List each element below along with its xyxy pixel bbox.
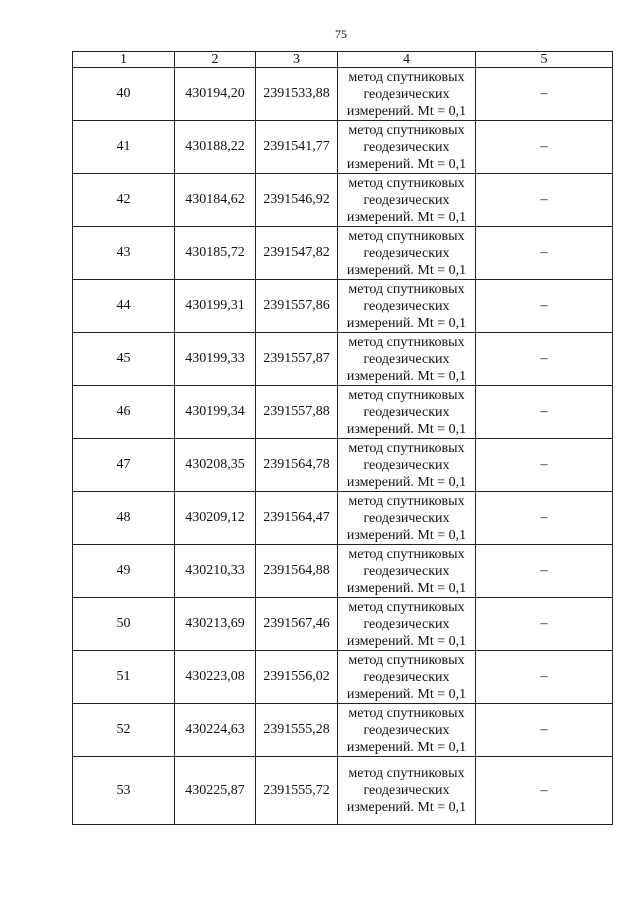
method-line: метод спутниковых bbox=[348, 705, 465, 721]
y-coordinate-cell: 2391555,28 bbox=[256, 704, 338, 757]
point-number-cell: 49 bbox=[73, 545, 175, 598]
point-number-cell: 45 bbox=[73, 333, 175, 386]
x-coordinate-cell: 430199,34 bbox=[175, 386, 256, 439]
x-coordinate-cell: 430209,12 bbox=[175, 492, 256, 545]
column-5-cell: – bbox=[476, 651, 613, 704]
table-row bbox=[73, 227, 613, 280]
method-line: геодезических bbox=[363, 351, 450, 367]
column-5-cell: – bbox=[476, 68, 613, 121]
method-line: измерений. Mt = 0,1 bbox=[346, 800, 467, 815]
y-coordinate-cell: 2391557,86 bbox=[256, 280, 338, 333]
x-coordinate-cell: 430188,22 bbox=[175, 121, 256, 174]
method-line: измерений. Mt = 0,1 bbox=[346, 739, 467, 755]
method-line: геодезических bbox=[363, 457, 450, 473]
method-cell bbox=[338, 333, 476, 386]
method-line: геодезических bbox=[363, 298, 450, 314]
table-row bbox=[73, 68, 613, 121]
x-coordinate-cell: 430225,87 bbox=[175, 757, 256, 825]
method-line: метод спутниковых bbox=[348, 281, 465, 297]
column-header-4: 4 bbox=[338, 52, 476, 68]
x-coordinate-cell: 430223,08 bbox=[175, 651, 256, 704]
x-coordinate-cell: 430185,72 bbox=[175, 227, 256, 280]
table-row bbox=[73, 757, 613, 825]
point-number-cell: 42 bbox=[73, 174, 175, 227]
method-line: измерений. Mt = 0,1 bbox=[346, 686, 467, 702]
y-coordinate-cell: 2391555,72 bbox=[256, 757, 338, 825]
method-cell bbox=[338, 386, 476, 439]
method-line: геодезических bbox=[363, 563, 450, 579]
method-cell bbox=[338, 68, 476, 121]
method-line: геодезических bbox=[363, 245, 450, 261]
method-line: метод спутниковых bbox=[348, 228, 465, 244]
column-5-cell: – bbox=[476, 545, 613, 598]
method-line: геодезических bbox=[363, 510, 450, 526]
method-cell bbox=[338, 280, 476, 333]
method-cell bbox=[338, 227, 476, 280]
method-line: геодезических bbox=[363, 669, 450, 685]
method-line: геодезических bbox=[363, 404, 450, 420]
column-5-cell: – bbox=[476, 492, 613, 545]
column-5-cell: – bbox=[476, 386, 613, 439]
x-coordinate-cell: 430199,33 bbox=[175, 333, 256, 386]
point-number-cell: 46 bbox=[73, 386, 175, 439]
coordinates-table bbox=[72, 51, 613, 825]
table-row bbox=[73, 121, 613, 174]
method-line: измерений. Mt = 0,1 bbox=[346, 368, 467, 384]
method-line: метод спутниковых bbox=[348, 69, 465, 85]
table-row bbox=[73, 333, 613, 386]
table-header-row bbox=[73, 52, 613, 68]
table-row bbox=[73, 598, 613, 651]
y-coordinate-cell: 2391567,46 bbox=[256, 598, 338, 651]
column-5-cell: – bbox=[476, 598, 613, 651]
column-5-cell: – bbox=[476, 439, 613, 492]
x-coordinate-cell: 430194,20 bbox=[175, 68, 256, 121]
column-5-cell: – bbox=[476, 757, 613, 825]
method-line: метод спутниковых bbox=[348, 122, 465, 138]
method-cell bbox=[338, 651, 476, 704]
table-body bbox=[73, 68, 613, 825]
method-cell bbox=[338, 492, 476, 545]
method-line: измерений. Mt = 0,1 bbox=[346, 262, 467, 278]
point-number-cell: 43 bbox=[73, 227, 175, 280]
method-line: измерений. Mt = 0,1 bbox=[346, 209, 467, 225]
method-line: метод спутниковых bbox=[348, 175, 465, 191]
method-line: измерений. Mt = 0,1 bbox=[346, 474, 467, 490]
method-line: измерений. Mt = 0,1 bbox=[346, 315, 467, 331]
x-coordinate-cell: 430208,35 bbox=[175, 439, 256, 492]
column-header-2: 2 bbox=[175, 52, 256, 68]
x-coordinate-cell: 430184,62 bbox=[175, 174, 256, 227]
y-coordinate-cell: 2391564,88 bbox=[256, 545, 338, 598]
method-line: метод спутниковых bbox=[348, 440, 465, 456]
table-row bbox=[73, 174, 613, 227]
method-cell bbox=[338, 439, 476, 492]
point-number-cell: 41 bbox=[73, 121, 175, 174]
method-line: измерений. Mt = 0,1 bbox=[346, 421, 467, 437]
method-cell bbox=[338, 545, 476, 598]
point-number-cell: 48 bbox=[73, 492, 175, 545]
method-cell bbox=[338, 598, 476, 651]
point-number-cell: 52 bbox=[73, 704, 175, 757]
column-5-cell: – bbox=[476, 174, 613, 227]
table-row bbox=[73, 280, 613, 333]
y-coordinate-cell: 2391564,47 bbox=[256, 492, 338, 545]
method-line: геодезических bbox=[363, 192, 450, 208]
method-cell bbox=[338, 704, 476, 757]
point-number-cell: 44 bbox=[73, 280, 175, 333]
point-number-cell: 40 bbox=[73, 68, 175, 121]
method-line: измерений. Mt = 0,1 bbox=[346, 527, 467, 543]
y-coordinate-cell: 2391541,77 bbox=[256, 121, 338, 174]
y-coordinate-cell: 2391557,88 bbox=[256, 386, 338, 439]
method-line: измерений. Mt = 0,1 bbox=[346, 156, 467, 172]
table-row bbox=[73, 492, 613, 545]
method-line: метод спутниковых bbox=[348, 652, 465, 668]
method-line: метод спутниковых bbox=[348, 546, 465, 562]
method-cell bbox=[338, 174, 476, 227]
column-header-3: 3 bbox=[256, 52, 338, 68]
method-line: измерений. Mt = 0,1 bbox=[346, 633, 467, 649]
y-coordinate-cell: 2391564,78 bbox=[256, 439, 338, 492]
x-coordinate-cell: 430199,31 bbox=[175, 280, 256, 333]
method-line: геодезических bbox=[363, 722, 450, 738]
point-number-cell: 50 bbox=[73, 598, 175, 651]
column-5-cell: – bbox=[476, 333, 613, 386]
method-line: геодезических bbox=[363, 139, 450, 155]
x-coordinate-cell: 430210,33 bbox=[175, 545, 256, 598]
point-number-cell: 53 bbox=[73, 757, 175, 825]
column-5-cell: – bbox=[476, 227, 613, 280]
column-5-cell: – bbox=[476, 704, 613, 757]
column-5-cell: – bbox=[476, 280, 613, 333]
y-coordinate-cell: 2391556,02 bbox=[256, 651, 338, 704]
table-row bbox=[73, 386, 613, 439]
column-header-5: 5 bbox=[476, 52, 613, 68]
method-line: метод спутниковых bbox=[348, 599, 465, 615]
method-line: метод спутниковых bbox=[348, 766, 465, 781]
method-line: метод спутниковых bbox=[348, 387, 465, 403]
column-5-cell: – bbox=[476, 121, 613, 174]
method-cell bbox=[338, 757, 476, 825]
x-coordinate-cell: 430213,69 bbox=[175, 598, 256, 651]
column-header-1: 1 bbox=[73, 52, 175, 68]
method-line: геодезических bbox=[363, 616, 450, 632]
method-cell bbox=[338, 121, 476, 174]
table-row bbox=[73, 439, 613, 492]
y-coordinate-cell: 2391533,88 bbox=[256, 68, 338, 121]
method-line: геодезических bbox=[363, 783, 450, 798]
page-number: 75 bbox=[335, 27, 347, 41]
point-number-cell: 51 bbox=[73, 651, 175, 704]
y-coordinate-cell: 2391547,82 bbox=[256, 227, 338, 280]
y-coordinate-cell: 2391546,92 bbox=[256, 174, 338, 227]
method-line: метод спутниковых bbox=[348, 334, 465, 350]
method-line: измерений. Mt = 0,1 bbox=[346, 580, 467, 596]
x-coordinate-cell: 430224,63 bbox=[175, 704, 256, 757]
method-line: геодезических bbox=[363, 86, 450, 102]
table-row bbox=[73, 545, 613, 598]
table-row bbox=[73, 704, 613, 757]
method-line: метод спутниковых bbox=[348, 493, 465, 509]
point-number-cell: 47 bbox=[73, 439, 175, 492]
y-coordinate-cell: 2391557,87 bbox=[256, 333, 338, 386]
method-line: измерений. Mt = 0,1 bbox=[346, 103, 467, 119]
table-row bbox=[73, 651, 613, 704]
